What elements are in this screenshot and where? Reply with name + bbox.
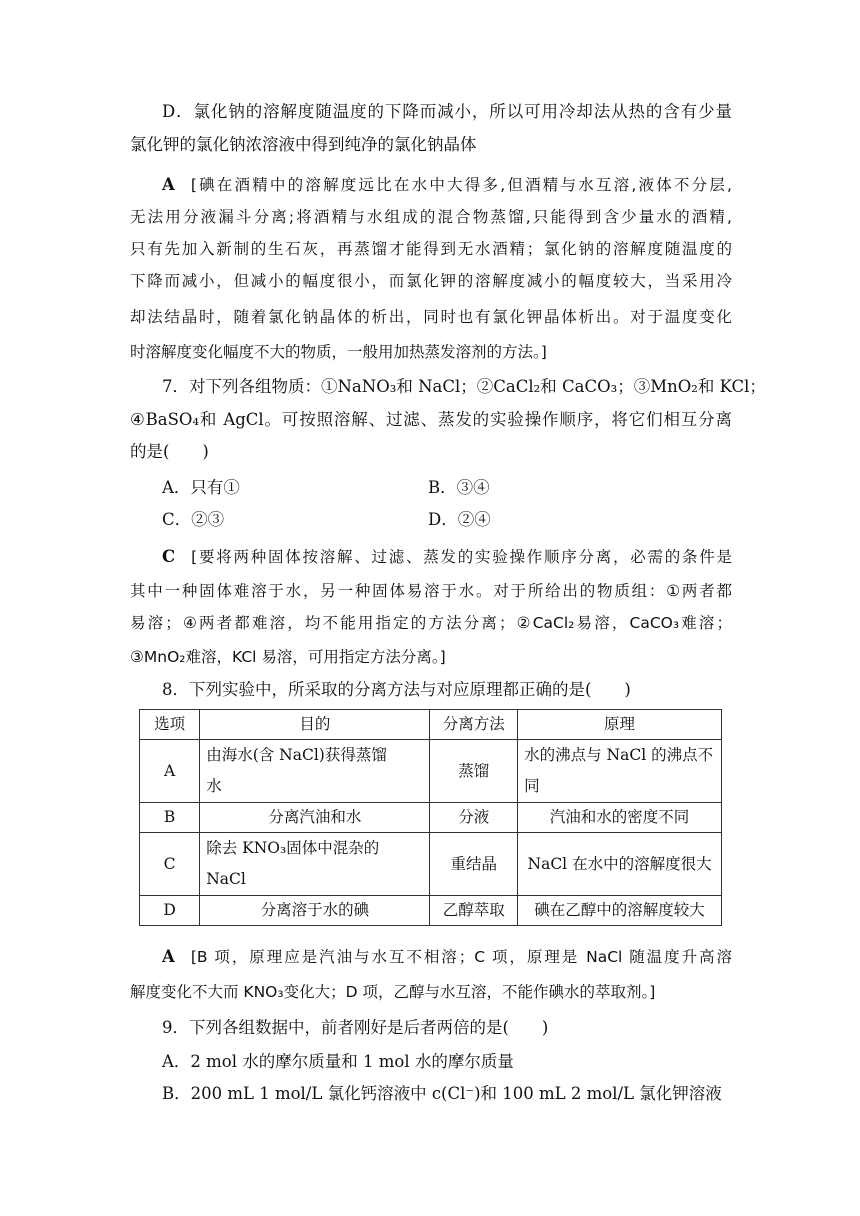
- table-cell-goal: [200, 833, 430, 896]
- q8-stem: 8．下列实验中，所采取的分离方法与对应原理都正确的是( ): [162, 680, 631, 699]
- q7-stem-line1: 7．对下列各组物质：①NaNO₃和 NaCl；②CaCl₂和 CaCO₃；③MnO₂和 KCl；: [162, 377, 766, 396]
- q7-explanation-line4: ③MnO₂难溶，KCl 易溶，可用指定方法分离。]: [130, 648, 446, 666]
- table-header-cell: 目的: [200, 710, 430, 740]
- q6-option-d-line1: D．氯化钠的溶解度随温度的下降而减小，所以可用冷却法从热的含有少量: [162, 102, 732, 121]
- table-header-cell: 原理: [518, 710, 722, 740]
- cell-line: 除去 KNO₃固体中混杂的: [206, 839, 380, 857]
- table-row: [140, 833, 722, 896]
- table-cell-goal: 分离溶于水的碘: [200, 896, 430, 926]
- q7-explanation-line3: 易溶；④两者都难溶，均不能用指定的方法分离；②CaCl₂易溶，CaCO₃难溶；: [130, 614, 732, 632]
- q7-explanation-line2: 其中一种固体难溶于水，另一种固体易溶于水。对于所给出的物质组：①两者都: [130, 582, 732, 600]
- table-cell-goal: [200, 740, 430, 803]
- q6-option-d-line2: 氯化钾的氯化钠浓溶液中得到纯净的氯化钠晶体: [130, 135, 477, 154]
- q8-table: [139, 709, 722, 926]
- q7-explanation-line1: [162, 546, 732, 568]
- q6-explanation-line5: 却法结晶时，随着氯化钠晶体的析出，同时也有氯化钾晶体析出。对于温度变化: [130, 308, 732, 326]
- table-cell-goal: 分离汽油和水: [200, 803, 430, 833]
- q8-explanation-text: [B 项，原理应是汽油与水互不相溶；C 项，原理是 NaCl 随温度升高溶: [190, 948, 732, 966]
- q6-answer: A: [162, 175, 175, 194]
- q7-answer: C: [162, 547, 176, 566]
- table-cell-method: 分液: [430, 803, 518, 833]
- q6-explanation-line4: 下降而减小，但减小的幅度很小，而氯化钾的溶解度减小的幅度较大，当采用冷: [130, 272, 732, 290]
- table-row: [140, 803, 722, 833]
- q8-explanation-line1: [162, 946, 732, 968]
- q8-explanation-line2: 解度变化不大而 KNO₃变化大；D 项，乙醇与水互溶，不能作碘水的萃取剂。]: [130, 983, 656, 1001]
- table-cell-option: D: [140, 896, 200, 926]
- table-header-row: [140, 710, 722, 740]
- cell-line: 由海水(含 NaCl)获得蒸馏: [206, 746, 387, 764]
- cell-line: 水: [206, 777, 222, 795]
- q9-option-b: B．200 mL 1 mol/L 氯化钙溶液中 c(Cl⁻)和 100 mL 2 mol/L 氯化钾溶液: [162, 1084, 722, 1103]
- q8-answer: A: [162, 947, 175, 966]
- q7-stem-line2: ④BaSO₄和 AgCl。可按照溶解、过滤、蒸发的实验操作顺序，将它们相互分离: [130, 410, 732, 429]
- q7-option-c: C．②③: [162, 510, 225, 529]
- table-row: [140, 896, 722, 926]
- q7-explanation-text: [要将两种固体按溶解、过滤、蒸发的实验操作顺序分离，必需的条件是: [191, 548, 732, 566]
- table-cell-method: 蒸馏: [430, 740, 518, 803]
- cell-line: NaCl: [206, 870, 246, 888]
- table-cell-option: B: [140, 803, 200, 833]
- table-header-cell: 分离方法: [430, 710, 518, 740]
- table-cell-principle: 碘在乙醇中的溶解度较大: [518, 896, 722, 926]
- q6-explanation-line6: 时溶解度变化幅度不大的物质，一般用加热蒸发溶剂的方法。]: [130, 343, 547, 361]
- q9-option-a: A．2 mol 水的摩尔质量和 1 mol 水的摩尔质量: [162, 1052, 514, 1071]
- q7-option-d: D．②④: [428, 510, 491, 529]
- table-row: [140, 740, 722, 803]
- table-cell-method: 重结晶: [430, 833, 518, 896]
- q7-option-a: A．只有①: [162, 478, 240, 497]
- q6-explanation-line3: 只有先加入新制的生石灰，再蒸馏才能得到无水酒精；氯化钠的溶解度随温度的: [130, 240, 732, 258]
- table-cell-option: A: [140, 740, 200, 803]
- q6-explanation-line2: 无法用分液漏斗分离;将酒精与水组成的混合物蒸馏,只能得到含少量水的酒精,: [130, 208, 732, 226]
- table-cell-method: 乙醇萃取: [430, 896, 518, 926]
- q6-explanation-line1: [162, 174, 732, 196]
- q7-stem-line3: 的是( ): [130, 442, 209, 461]
- q6-explanation-text: [碘在酒精中的溶解度远比在水中大得多,但酒精与水互溶,液体不分层,: [190, 176, 732, 194]
- cell-line: 水的沸点与 NaCl 的沸点不: [524, 746, 714, 764]
- q9-stem: 9．下列各组数据中，前者刚好是后者两倍的是( ): [162, 1018, 549, 1037]
- cell-line: 同: [524, 777, 540, 795]
- table-header-cell: 选项: [140, 710, 200, 740]
- table-cell-option: C: [140, 833, 200, 896]
- q7-option-b: B．③④: [428, 478, 490, 497]
- table-cell-principle: [518, 740, 722, 803]
- table-cell-principle: 汽油和水的密度不同: [518, 803, 722, 833]
- table-cell-principle: NaCl 在水中的溶解度很大: [518, 833, 722, 896]
